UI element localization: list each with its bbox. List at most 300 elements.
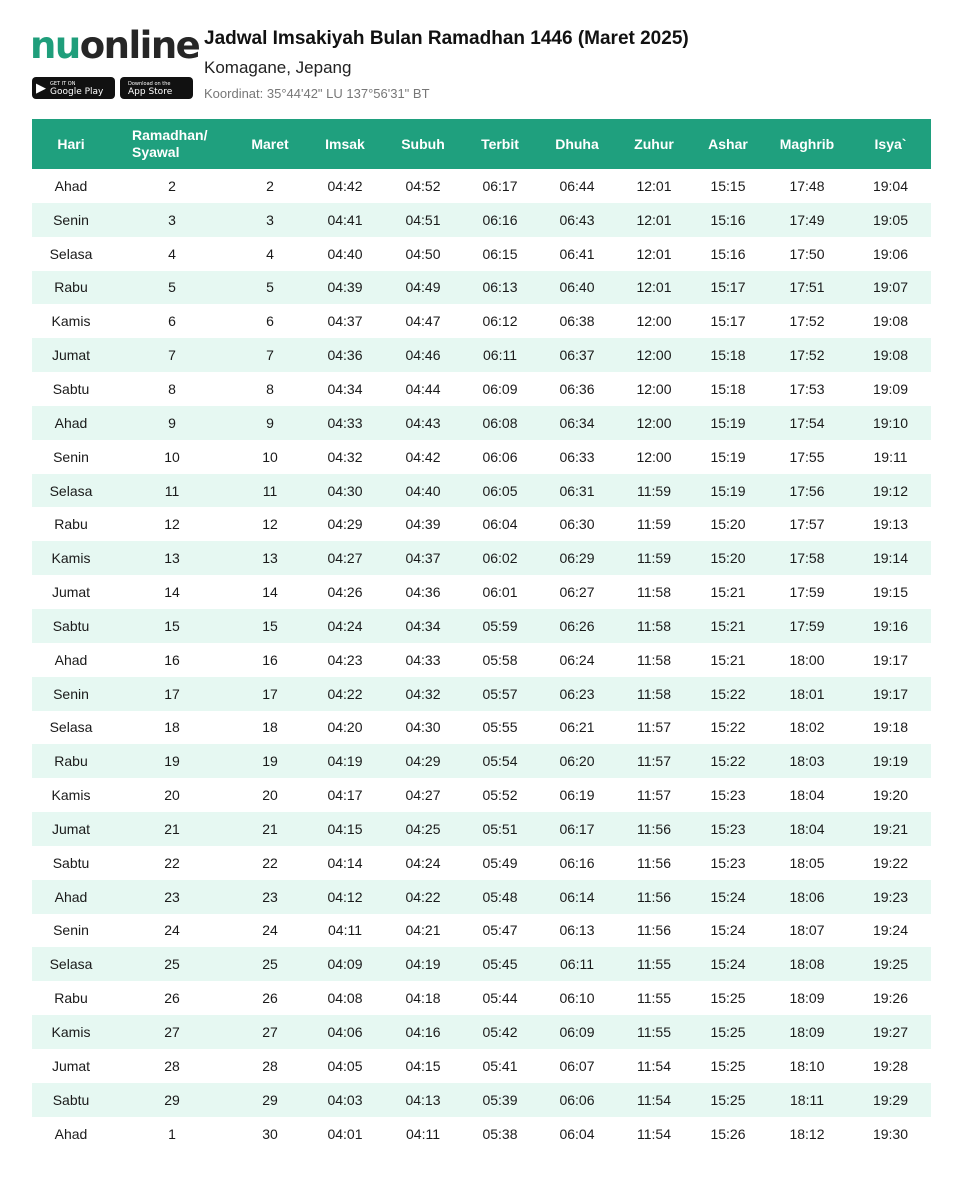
table-row — [32, 575, 931, 609]
app-store-badge[interactable] — [120, 77, 193, 99]
cell-ashar: 15:25 — [692, 1083, 764, 1117]
cell-subuh: 04:49 — [384, 271, 462, 305]
cell-ashar: 15:23 — [710, 854, 746, 871]
cell-maghrib: 17:52 — [789, 313, 825, 330]
cell-terbit: 06:11 — [462, 338, 538, 372]
table-row — [32, 304, 931, 338]
cell-zuhur: 11:56 — [637, 922, 671, 939]
cell-ramadhan-syawal: 26 — [164, 990, 180, 1007]
table-row — [32, 609, 931, 643]
table-row — [32, 744, 931, 778]
cell-imsak: 04:14 — [327, 854, 363, 871]
cell-terbit: 06:15 — [482, 245, 518, 262]
cell-hari: Sabtu — [52, 854, 90, 871]
cell-subuh: 04:24 — [405, 854, 441, 871]
cell-maret: 19 — [234, 744, 306, 778]
cell-imsak: 04:36 — [306, 338, 384, 372]
table-row — [32, 846, 931, 880]
cell-ramadhan-syawal: 6 — [168, 313, 176, 330]
table-body — [32, 169, 931, 1150]
cell-zuhur: 12:00 — [636, 313, 672, 330]
cell-dhuha: 06:40 — [538, 271, 616, 305]
cell-subuh: 04:21 — [405, 922, 441, 939]
cell-ramadhan-syawal: 16 — [164, 651, 180, 668]
logo-online: online — [79, 24, 200, 67]
cell-maret: 12 — [262, 516, 278, 533]
cell-ramadhan-syawal: 20 — [164, 787, 180, 804]
cell-maghrib: 17:54 — [764, 406, 850, 440]
cell-terbit: 06:08 — [462, 406, 538, 440]
cell-maret: 28 — [262, 1057, 278, 1074]
cell-zuhur: 11:55 — [637, 990, 671, 1007]
cell-zuhur: 12:01 — [616, 203, 692, 237]
cell-ramadhan-syawal: 15 — [110, 609, 234, 643]
table-row — [32, 169, 931, 203]
cell-maret: 21 — [234, 812, 306, 846]
cell-ramadhan-syawal: 13 — [110, 541, 234, 575]
cell-maret: 13 — [234, 541, 306, 575]
cell-imsak: 04:01 — [327, 1125, 363, 1142]
cell-zuhur: 12:00 — [616, 338, 692, 372]
cell-zuhur: 11:57 — [637, 719, 671, 736]
table-row — [32, 1083, 931, 1117]
cell-isya: 19:05 — [850, 203, 931, 237]
cell-isya: 19:17 — [850, 677, 931, 711]
cell-maret: 9 — [234, 406, 306, 440]
cell-isya: 19:26 — [872, 990, 909, 1007]
table-row — [32, 474, 931, 508]
cell-maghrib: 17:48 — [789, 177, 825, 194]
cell-hari: Selasa — [49, 245, 93, 262]
cell-terbit: 05:38 — [482, 1125, 518, 1142]
cell-terbit: 05:59 — [462, 609, 538, 643]
cell-hari: Senin — [53, 448, 89, 465]
cell-ashar: 15:23 — [692, 812, 764, 846]
cell-ashar: 15:22 — [692, 677, 764, 711]
logo-nu: nu — [30, 24, 80, 67]
cell-isya: 19:27 — [850, 1015, 931, 1049]
cell-ashar: 15:25 — [710, 990, 746, 1007]
cell-dhuha: 06:33 — [559, 448, 595, 465]
cell-subuh: 04:15 — [405, 1057, 441, 1074]
column-header-maret: Maret — [234, 119, 306, 169]
cell-ashar: 15:18 — [710, 380, 746, 397]
google-play-big-text: Google Play — [50, 87, 104, 97]
cell-hari: Kamis — [32, 1015, 110, 1049]
cell-dhuha: 06:31 — [538, 474, 616, 508]
table-row — [32, 1049, 931, 1083]
cell-ramadhan-syawal: 11 — [110, 474, 234, 508]
cell-subuh: 04:52 — [405, 177, 441, 194]
cell-zuhur: 11:59 — [637, 516, 671, 533]
cell-maghrib: 18:04 — [789, 787, 825, 804]
cell-dhuha: 06:41 — [559, 245, 595, 262]
cell-imsak: 04:29 — [327, 516, 363, 533]
location: Komagane, Jepang — [204, 58, 352, 77]
cell-hari: Sabtu — [52, 380, 90, 397]
column-header-hari: Hari — [32, 119, 110, 169]
cell-maghrib: 17:49 — [764, 203, 850, 237]
cell-isya: 19:30 — [872, 1125, 909, 1142]
cell-zuhur: 11:57 — [616, 744, 692, 778]
cell-ashar: 15:19 — [710, 448, 746, 465]
cell-imsak: 04:09 — [306, 947, 384, 981]
cell-ashar: 15:21 — [692, 609, 764, 643]
cell-subuh: 04:44 — [405, 380, 441, 397]
cell-zuhur: 11:57 — [637, 787, 671, 804]
column-header-ramadhan-syawal: Ramadhan/ Syawal — [110, 119, 234, 169]
cell-subuh: 04:16 — [384, 1015, 462, 1049]
cell-hari: Jumat — [32, 812, 110, 846]
cell-maret: 3 — [234, 203, 306, 237]
cell-maghrib: 18:09 — [764, 1015, 850, 1049]
cell-ramadhan-syawal: 22 — [164, 854, 180, 871]
cell-hari: Ahad — [32, 880, 110, 914]
cell-maghrib: 17:53 — [789, 380, 825, 397]
nu-online-logo — [30, 24, 199, 68]
cell-maret: 4 — [266, 245, 274, 262]
cell-dhuha: 06:24 — [559, 651, 595, 668]
cell-dhuha: 06:38 — [559, 313, 595, 330]
table-row — [32, 1117, 931, 1151]
cell-maghrib: 17:59 — [764, 609, 850, 643]
cell-terbit: 05:57 — [462, 677, 538, 711]
cell-zuhur: 11:59 — [616, 474, 692, 508]
cell-isya: 19:12 — [850, 474, 931, 508]
table-row — [32, 338, 931, 372]
cell-zuhur: 11:58 — [616, 609, 692, 643]
cell-ashar: 15:24 — [692, 947, 764, 981]
cell-terbit: 05:58 — [482, 651, 518, 668]
cell-terbit: 05:42 — [462, 1015, 538, 1049]
cell-ashar: 15:23 — [710, 787, 746, 804]
cell-maghrib: 18:04 — [764, 812, 850, 846]
cell-maret: 29 — [234, 1083, 306, 1117]
table-row — [32, 271, 931, 305]
cell-isya: 19:21 — [850, 812, 931, 846]
cell-terbit: 05:47 — [482, 922, 518, 939]
cell-subuh: 04:40 — [384, 474, 462, 508]
table-row — [32, 677, 931, 711]
cell-dhuha: 06:34 — [538, 406, 616, 440]
cell-zuhur: 11:55 — [616, 947, 692, 981]
cell-imsak: 04:03 — [306, 1083, 384, 1117]
column-header-ashar: Ashar — [692, 119, 764, 169]
cell-ramadhan-syawal: 25 — [110, 947, 234, 981]
cell-maret: 24 — [262, 922, 278, 939]
cell-imsak: 04:33 — [306, 406, 384, 440]
cell-ashar: 15:16 — [710, 245, 746, 262]
cell-ramadhan-syawal: 9 — [110, 406, 234, 440]
cell-dhuha: 06:16 — [559, 854, 595, 871]
column-header-zuhur: Zuhur — [616, 119, 692, 169]
cell-ramadhan-syawal: 29 — [110, 1083, 234, 1117]
cell-terbit: 05:39 — [462, 1083, 538, 1117]
cell-isya: 19:14 — [850, 541, 931, 575]
cell-hari: Ahad — [32, 406, 110, 440]
cell-maret: 25 — [234, 947, 306, 981]
cell-hari: Ahad — [54, 651, 88, 668]
cell-hari: Senin — [32, 203, 110, 237]
cell-terbit: 05:54 — [462, 744, 538, 778]
cell-maghrib: 18:03 — [764, 744, 850, 778]
cell-imsak: 04:39 — [306, 271, 384, 305]
cell-maghrib: 17:57 — [789, 516, 825, 533]
cell-isya: 19:28 — [872, 1057, 909, 1074]
cell-ashar: 15:20 — [710, 516, 746, 533]
cell-isya: 19:29 — [850, 1083, 931, 1117]
cell-dhuha: 06:36 — [559, 380, 595, 397]
cell-zuhur: 12:00 — [636, 448, 672, 465]
cell-dhuha: 06:10 — [559, 990, 595, 1007]
cell-maghrib: 17:52 — [764, 338, 850, 372]
table-header-row — [32, 119, 931, 169]
cell-maghrib: 17:51 — [764, 271, 850, 305]
cell-maret: 26 — [262, 990, 278, 1007]
cell-subuh: 04:18 — [405, 990, 441, 1007]
cell-maret: 22 — [262, 854, 278, 871]
cell-dhuha: 06:07 — [559, 1057, 595, 1074]
cell-imsak: 04:20 — [327, 719, 363, 736]
cell-maghrib: 18:11 — [764, 1083, 850, 1117]
cell-maghrib: 18:05 — [789, 854, 825, 871]
cell-isya: 19:07 — [850, 271, 931, 305]
cell-subuh: 04:36 — [405, 584, 441, 601]
table-row — [32, 406, 931, 440]
cell-hari: Sabtu — [32, 609, 110, 643]
cell-dhuha: 06:29 — [538, 541, 616, 575]
cell-subuh: 04:43 — [384, 406, 462, 440]
cell-hari: Selasa — [49, 719, 93, 736]
cell-imsak: 04:40 — [327, 245, 363, 262]
cell-ashar: 15:21 — [710, 651, 746, 668]
cell-terbit: 05:41 — [482, 1057, 518, 1074]
cell-zuhur: 11:56 — [637, 854, 671, 871]
cell-subuh: 04:13 — [384, 1083, 462, 1117]
cell-imsak: 04:22 — [306, 677, 384, 711]
cell-subuh: 04:19 — [384, 947, 462, 981]
cell-zuhur: 12:00 — [636, 380, 672, 397]
cell-imsak: 04:42 — [327, 177, 363, 194]
cell-isya: 19:23 — [850, 880, 931, 914]
cell-dhuha: 06:37 — [538, 338, 616, 372]
cell-ramadhan-syawal: 19 — [110, 744, 234, 778]
cell-ashar: 15:25 — [710, 1057, 746, 1074]
cell-hari: Kamis — [51, 313, 91, 330]
cell-maghrib: 17:59 — [789, 584, 825, 601]
cell-imsak: 04:11 — [328, 922, 362, 939]
cell-isya: 19:09 — [872, 380, 909, 397]
cell-dhuha: 06:06 — [538, 1083, 616, 1117]
cell-maret: 27 — [234, 1015, 306, 1049]
cell-ramadhan-syawal: 2 — [168, 177, 176, 194]
cell-subuh: 04:27 — [405, 787, 441, 804]
cell-dhuha: 06:21 — [559, 719, 595, 736]
cell-hari: Kamis — [32, 541, 110, 575]
table-row — [32, 237, 931, 271]
cell-terbit: 05:48 — [462, 880, 538, 914]
cell-hari: Senin — [32, 677, 110, 711]
cell-terbit: 05:45 — [462, 947, 538, 981]
cell-ramadhan-syawal: 12 — [164, 516, 180, 533]
cell-terbit: 06:01 — [482, 584, 518, 601]
cell-imsak: 04:23 — [327, 651, 363, 668]
cell-maret: 6 — [266, 313, 274, 330]
cell-zuhur: 11:54 — [616, 1083, 692, 1117]
table-row — [32, 778, 931, 812]
cell-ramadhan-syawal: 5 — [110, 271, 234, 305]
cell-ashar: 15:22 — [710, 719, 746, 736]
cell-dhuha: 06:26 — [538, 609, 616, 643]
cell-terbit: 05:52 — [482, 787, 518, 804]
cell-isya: 19:08 — [850, 338, 931, 372]
cell-ashar: 15:24 — [710, 922, 746, 939]
cell-maghrib: 17:56 — [764, 474, 850, 508]
cell-imsak: 04:37 — [327, 313, 363, 330]
cell-imsak: 04:24 — [306, 609, 384, 643]
play-triangle-icon: ▶ — [36, 80, 46, 96]
cell-terbit: 06:12 — [482, 313, 518, 330]
app-store-big-text: App Store — [128, 87, 173, 97]
table-row — [32, 981, 931, 1015]
cell-zuhur: 11:59 — [616, 541, 692, 575]
cell-terbit: 05:55 — [482, 719, 518, 736]
cell-imsak: 04:12 — [306, 880, 384, 914]
cell-ashar: 15:21 — [710, 584, 746, 601]
cell-terbit: 06:02 — [462, 541, 538, 575]
cell-ramadhan-syawal: 27 — [110, 1015, 234, 1049]
cell-hari: Jumat — [51, 1057, 91, 1074]
cell-maghrib: 18:07 — [789, 922, 825, 939]
cell-maghrib: 18:09 — [789, 990, 825, 1007]
cell-ashar: 15:26 — [710, 1125, 746, 1142]
cell-maghrib: 18:00 — [789, 651, 825, 668]
cell-maret: 10 — [262, 448, 278, 465]
cell-ashar: 15:17 — [710, 313, 746, 330]
cell-zuhur: 12:00 — [616, 406, 692, 440]
cell-imsak: 04:27 — [306, 541, 384, 575]
google-play-small-text: GET IT ON — [50, 81, 76, 87]
cell-zuhur: 11:58 — [637, 651, 671, 668]
cell-ramadhan-syawal: 28 — [164, 1057, 180, 1074]
table-row — [32, 372, 931, 406]
cell-maghrib: 18:06 — [764, 880, 850, 914]
cell-terbit: 06:06 — [482, 448, 518, 465]
table-row — [32, 914, 931, 948]
cell-dhuha: 06:04 — [559, 1125, 595, 1142]
cell-dhuha: 06:14 — [538, 880, 616, 914]
cell-maret: 23 — [234, 880, 306, 914]
cell-maghrib: 17:55 — [789, 448, 825, 465]
cell-dhuha: 06:44 — [559, 177, 595, 194]
cell-terbit: 05:44 — [482, 990, 518, 1007]
cell-zuhur: 11:54 — [637, 1125, 671, 1142]
cell-maret: 16 — [262, 651, 278, 668]
cell-ramadhan-syawal: 8 — [168, 380, 176, 397]
cell-ramadhan-syawal: 3 — [110, 203, 234, 237]
cell-ramadhan-syawal: 17 — [110, 677, 234, 711]
cell-maghrib: 18:08 — [764, 947, 850, 981]
cell-terbit: 06:17 — [482, 177, 518, 194]
cell-ramadhan-syawal: 23 — [110, 880, 234, 914]
cell-terbit: 05:49 — [482, 854, 518, 871]
cell-subuh: 04:42 — [405, 448, 441, 465]
cell-hari: Rabu — [54, 990, 88, 1007]
cell-subuh: 04:33 — [405, 651, 441, 668]
google-play-badge[interactable] — [32, 77, 115, 99]
column-header-dhuha: Dhuha — [538, 119, 616, 169]
cell-isya: 19:25 — [850, 947, 931, 981]
cell-maret: 30 — [262, 1125, 278, 1142]
cell-maret: 11 — [234, 474, 306, 508]
cell-imsak: 04:32 — [327, 448, 363, 465]
cell-ramadhan-syawal: 1 — [168, 1125, 176, 1142]
cell-maghrib: 18:01 — [764, 677, 850, 711]
cell-isya: 19:16 — [850, 609, 931, 643]
cell-ashar: 15:19 — [692, 406, 764, 440]
cell-imsak: 04:30 — [306, 474, 384, 508]
cell-ashar: 15:18 — [692, 338, 764, 372]
cell-zuhur: 11:55 — [616, 1015, 692, 1049]
cell-isya: 19:11 — [873, 448, 908, 465]
column-header-subuh: Subuh — [384, 119, 462, 169]
cell-dhuha: 06:11 — [538, 947, 616, 981]
cell-hari: Rabu — [54, 516, 88, 533]
app-store-small-text: Download on the — [128, 81, 171, 87]
cell-maret: 7 — [234, 338, 306, 372]
cell-hari: Selasa — [32, 947, 110, 981]
cell-dhuha: 06:19 — [559, 787, 595, 804]
cell-ashar: 15:15 — [710, 177, 746, 194]
cell-maghrib: 17:58 — [764, 541, 850, 575]
cell-zuhur: 12:01 — [636, 177, 672, 194]
table-row — [32, 711, 931, 745]
cell-dhuha: 06:20 — [538, 744, 616, 778]
cell-dhuha: 06:23 — [538, 677, 616, 711]
cell-dhuha: 06:13 — [559, 922, 595, 939]
cell-ramadhan-syawal: 21 — [110, 812, 234, 846]
cell-ashar: 15:24 — [692, 880, 764, 914]
cell-ramadhan-syawal: 24 — [164, 922, 180, 939]
cell-isya: 19:08 — [872, 313, 909, 330]
cell-terbit: 06:05 — [462, 474, 538, 508]
cell-zuhur: 11:54 — [637, 1057, 671, 1074]
cell-hari: Jumat — [32, 338, 110, 372]
cell-isya: 19:20 — [872, 787, 909, 804]
cell-subuh: 04:51 — [384, 203, 462, 237]
cell-maret: 2 — [266, 177, 274, 194]
cell-zuhur: 12:01 — [616, 271, 692, 305]
cell-isya: 19:18 — [872, 719, 909, 736]
table-row — [32, 643, 931, 677]
cell-isya: 19:24 — [872, 922, 909, 939]
cell-imsak: 04:06 — [306, 1015, 384, 1049]
cell-ashar: 15:17 — [692, 271, 764, 305]
cell-dhuha: 06:30 — [559, 516, 595, 533]
cell-imsak: 04:08 — [327, 990, 363, 1007]
table-row — [32, 812, 931, 846]
cell-maret: 20 — [262, 787, 278, 804]
cell-hari: Ahad — [54, 177, 88, 194]
cell-ramadhan-syawal: 14 — [164, 584, 180, 601]
cell-ramadhan-syawal: 7 — [110, 338, 234, 372]
cell-maghrib: 18:02 — [789, 719, 825, 736]
cell-subuh: 04:34 — [384, 609, 462, 643]
cell-isya: 19:10 — [850, 406, 931, 440]
cell-hari: Kamis — [51, 787, 91, 804]
cell-hari: Selasa — [32, 474, 110, 508]
cell-subuh: 04:11 — [406, 1125, 440, 1142]
